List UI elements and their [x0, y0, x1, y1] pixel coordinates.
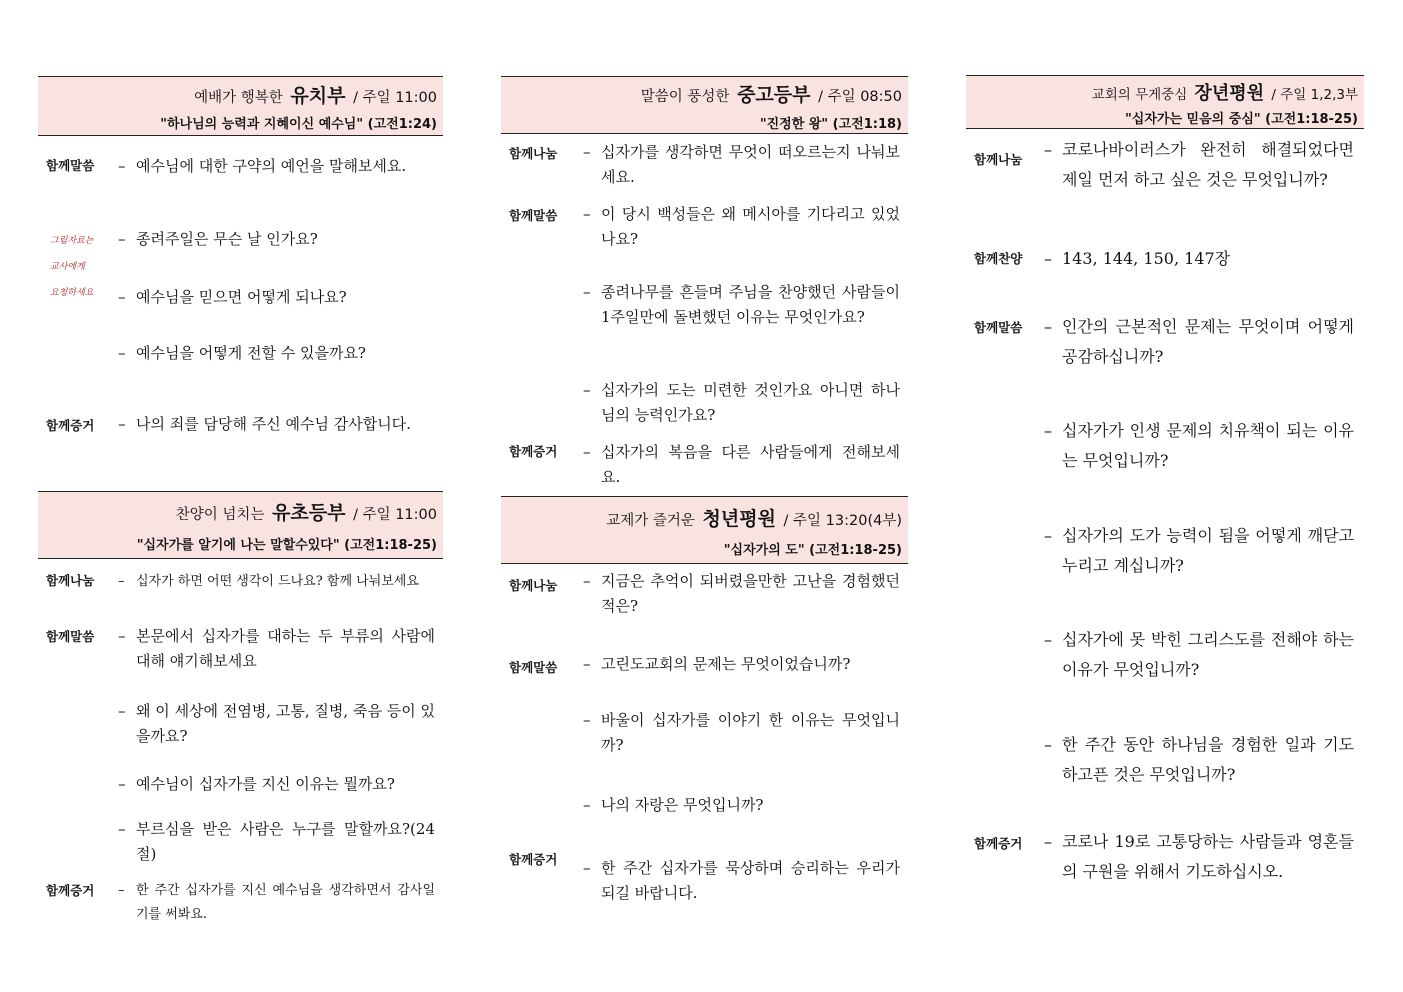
header-title [606, 504, 902, 531]
theme-verse: "하나님의 능력과 지혜이신 예수님" (고전1:24) [160, 117, 437, 132]
list-item: – 이 당시 백성들은 왜 메시아를 기다리고 있었나요? [583, 205, 900, 248]
theme-verse: "십자가의 도" (고전1:18-25) [723, 543, 902, 558]
header-prefix: 예배가 행복한 [194, 90, 283, 106]
list-item: – 십자가의 도는 미련한 것인가요 아니면 하나님의 능력인가요? [583, 381, 900, 424]
section-header [501, 76, 908, 134]
list-item: – 한 주간 십자가를 묵상하며 승리하는 우리가 되길 바랍니다. [583, 859, 900, 902]
group-label: 함께말씀 [509, 660, 558, 675]
header-prefix: 말씀이 풍성한 [640, 89, 730, 105]
section-adults [966, 75, 1364, 935]
group-label: 함께찬양 [974, 251, 1023, 266]
list-item: – 한 주간 동안 하나님을 경험한 일과 기도하고픈 것은 무엇입니까? [1044, 735, 1354, 784]
group-label: 함께증거 [509, 852, 558, 867]
section-header [38, 491, 443, 559]
note-picture-material: 그림자료는 교사에게 요청하세요 [50, 236, 94, 298]
list-item: – 왜 이 세상에 전염병, 고통, 질병, 죽음 등이 있을까요? [118, 702, 435, 745]
worship-time: / 주일 08:50 [818, 89, 902, 105]
department-name: 유치부 [290, 85, 346, 107]
list-item: – 지금은 추억이 되버렸을만한 고난을 경험했던 적은? [583, 572, 900, 615]
list-item: – 예수님에 대한 구약의 예언을 말해보세요. [118, 157, 407, 175]
header-title [641, 80, 902, 107]
list-item: – 143, 144, 150, 147장 [1044, 249, 1231, 268]
group-label: 함께증거 [974, 836, 1023, 851]
list-item: – 십자가가 인생 문제의 치유책이 되는 이유는 무엇입니까? [1044, 421, 1354, 470]
list-item: – 예수님을 어떻게 전할 수 있을까요? [118, 344, 366, 362]
column-right [966, 75, 1364, 935]
section-header [966, 75, 1364, 129]
section-kindergarten [38, 76, 443, 491]
header-prefix: 교제가 즐거운 [606, 513, 695, 529]
list-item: – 십자가에 못 박힌 그리스도를 전해야 하는 이유가 무엇입니까? [1044, 630, 1354, 679]
list-item: – 나의 자랑은 무엇입니까? [583, 796, 764, 814]
column-left [38, 76, 443, 936]
worship-time: / 주일 11:00 [353, 90, 437, 106]
department-name: 중고등부 [737, 84, 811, 106]
section-youth [501, 76, 908, 496]
list-item: – 코로나 19로 고통당하는 사람들과 영혼들의 구원을 위해서 기도하십시오. [1044, 832, 1354, 881]
column-middle [501, 76, 908, 936]
list-item: – 십자가의 도가 능력이 됨을 어떻게 깨닫고 누리고 계십니까? [1044, 526, 1354, 575]
theme-verse: "십자가는 믿음의 중심" (고전1:18-25) [1125, 112, 1358, 127]
header-prefix: 찬양이 넘치는 [175, 507, 265, 523]
worship-time: / 주일 13:20(4부) [783, 513, 902, 529]
group-label: 함께말씀 [46, 629, 95, 644]
section-elementary [38, 491, 443, 931]
section-header [501, 496, 908, 564]
list-item: – 부르심을 받은 사람은 누구를 말할까요?(24절) [118, 820, 435, 863]
group-label: 함께나눔 [46, 573, 95, 588]
list-item: – 인간의 근본적인 문제는 무엇이며 어떻게 공감하십니까? [1044, 317, 1354, 366]
header-title [194, 81, 437, 108]
list-item: – 코로나바이러스가 완전히 해결되었다면 제일 먼저 하고 싶은 것은 무엇입니까? [1044, 140, 1354, 189]
department-name: 유초등부 [272, 502, 346, 524]
group-label: 함께증거 [509, 444, 558, 459]
department-name: 청년평원 [702, 508, 776, 530]
list-item: – 본문에서 십자가를 대하는 두 부류의 사람에 대해 얘기해보세요 [118, 627, 435, 670]
group-label: 함께나눔 [974, 152, 1023, 167]
worship-time: / 주일 1,2,3부 [1271, 87, 1358, 103]
header-prefix: 교회의 무게중심 [1091, 87, 1188, 103]
header-title [1092, 79, 1358, 105]
group-label: 함께나눔 [509, 146, 558, 161]
group-label: 함께말씀 [974, 320, 1023, 335]
list-item: – 십자가를 생각하면 무엇이 떠오르는지 나눠보세요. [583, 143, 900, 186]
group-label: 함께증거 [46, 418, 95, 433]
section-header [38, 76, 443, 136]
list-item: – 바울이 십자가를 이야기 한 이유는 무엇입니까? [583, 711, 900, 754]
list-item: – 종려주일은 무슨 날 인가요? [118, 230, 318, 248]
section-young-adults [501, 496, 908, 936]
department-name: 장년평원 [1194, 83, 1265, 104]
theme-verse: "진정한 왕" (고전1:18) [759, 117, 902, 132]
theme-verse: "십자가를 알기에 나는 말할수있다" (고전1:18-25) [136, 538, 437, 553]
list-item: – 한 주간 십자가를 지신 예수님을 생각하면서 감사일기를 써봐요. [118, 883, 435, 922]
group-label: 함께나눔 [509, 578, 558, 593]
list-item: – 나의 죄를 담당해 주신 예수님 감사합니다. [118, 415, 411, 433]
group-label: 함께말씀 [46, 158, 95, 173]
group-label: 함께말씀 [509, 208, 558, 223]
list-item: – 예수님을 믿으면 어떻게 되나요? [118, 288, 347, 306]
group-label: 함께증거 [46, 883, 95, 898]
list-item: – 예수님이 십자가를 지신 이유는 뭘까요? [118, 775, 395, 793]
list-item: – 십자가 하면 어떤 생각이 드나요? 함께 나눠보세요 [118, 574, 419, 589]
worship-time: / 주일 11:00 [353, 507, 437, 523]
header-title [176, 498, 437, 525]
list-item: – 십자가의 복음을 다른 사람들에게 전해보세요. [583, 443, 900, 486]
list-item: – 고린도교회의 문제는 무엇이었습니까? [583, 655, 851, 673]
list-item: – 종려나무를 흔들며 주님을 찬양했던 사람들이 1주일만에 돌변했던 이유는 무엇인가요? [583, 283, 900, 326]
